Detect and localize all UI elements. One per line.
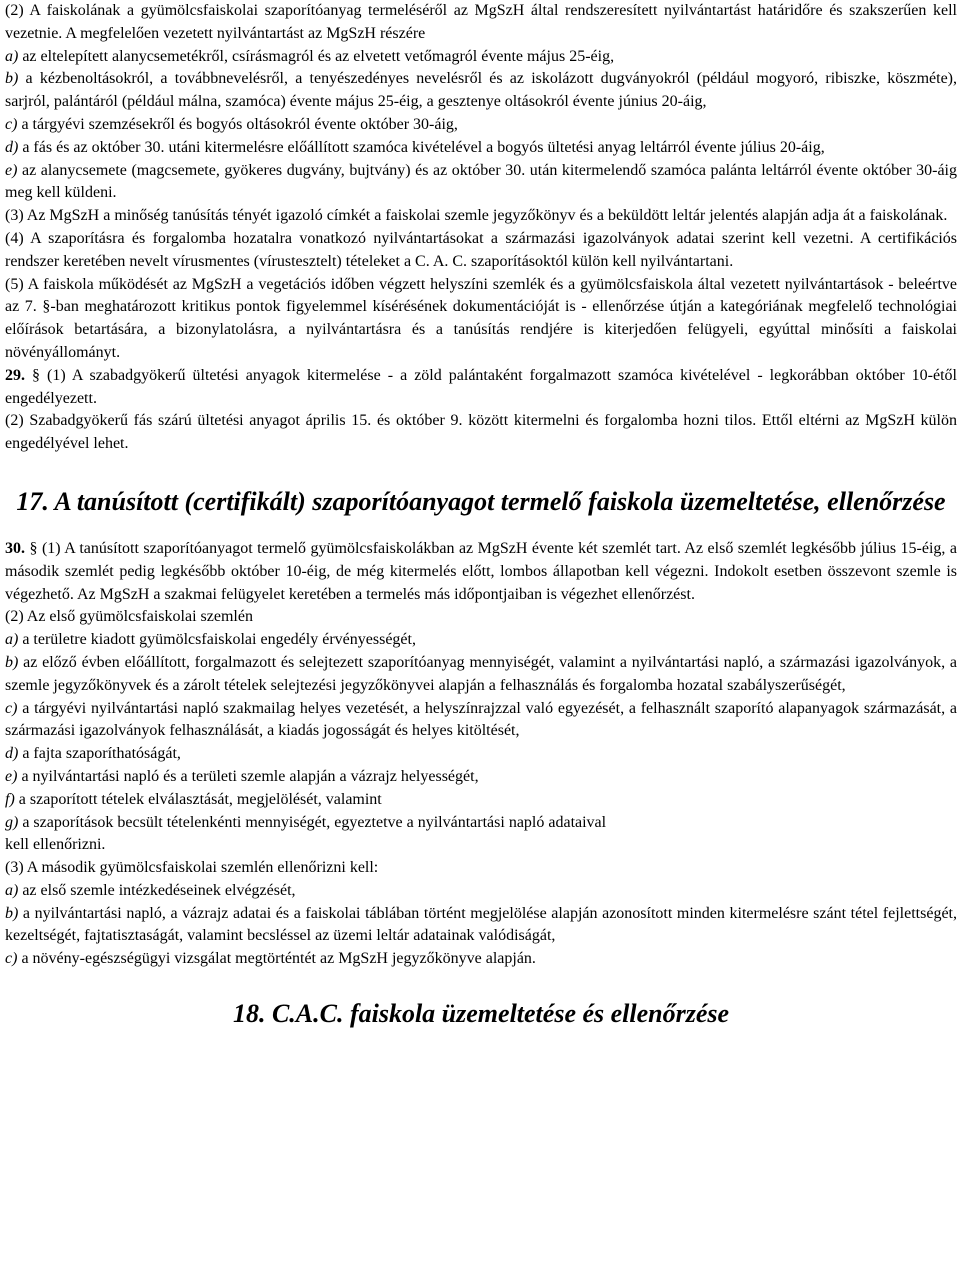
list-item-c: c) a növény-egészségügyi vizsgálat megtörténtét az MgSzH jegyzőkönyve alapján. [5,950,536,968]
paragraph-3: (3) Az MgSzH a minőség tanúsítás tényét igazoló címkét a faiskolai szemle jegyzőkönyv és a beküldött leltár jelentés alapján adja át a faiskolának. [5,207,948,225]
paragraph-2: (2) A faiskolának a gyümölcsfaiskolai szaporítóanyag termeléséről az MgSzH által rendszeresített nyilvántartást határidőre és szakszerűen kell vezetnie. A megfelelően vezetett nyilvántartást az MgSzH részére [5,2,957,42]
section-30-paragraph-1: 30. § (1) A tanúsított szaporítóanyagot termelő gyümölcsfaiskolákban az MgSzH évente két szemlét tart. Az első szemlét legkésőbb július 15-éig, a második szemlét pedig legkésőbb október 10-éig, de még kitermelés előtt, lombos állapotban kell végezni. Indokolt esetben összevont szemle is végezhető. Az MgSzH a szakmai felügyelet keretében a termelés más időpontjaiban is végezhet ellenőrzést. [5,539,957,603]
list-item-g: g) a szaporítások becsült tételenkénti mennyiségét, egyeztetve a nyilvántartási napló adataival [5,813,607,831]
list-item-e: e) az alanycsemete (magcsemete, gyökeres dugvány, bujtvány) és az október 30. után kitermelendő szamóca palánta leltárról évente október 30-áig meg kell küldeni. [5,161,957,202]
list-item-f: f) a szaporított tételek elválasztását, megjelölését, valamint [5,790,382,808]
paragraph-5: (5) A faiskola működését az MgSzH a vegetációs időben végzett helyszíni szemlék és a gyümölcsfaiskola által vezetett nyilvántartások - beleértve az 7. §-ban meghatározott kritikus pontok figyelemmel kísérésének dokumentációját is - ellenőrzése útján a kategóriának megfelelő technológiai előírások betartására, a bizonylatolásra, a nyilvántartásra és a tanúsítás rendjére is kiterjedően felügyeli, egyúttal minősíti a faiskolai növényállományt. [5,275,957,361]
section-30-paragraph-3-intro: (3) A második gyümölcsfaiskolai szemlén ellenőrizni kell: [5,859,379,877]
list-item-b: b) az előző évben előállított, forgalmazott és selejtezett szaporítóanyag mennyiségét, valamint a nyilvántartási napló, a származási igazolványok, a szemle jegyzőkönyvek és a zárolt tételek selejtezési jegyzőkönyvei alapján a felhasználás és forgalomba hozatal szabályszerűségét, [5,653,957,694]
list-item-b: b) a kézbenoltásokról, a továbbnevelésről, a tenyészedényes nevelésről és az iskolázott dugványokról (például mogyoró, ribiszke, köszméte), sarjról, palántáról (például málna, szamóca) évente május 25-éig, a gesztenye oltásokról évente június 20-áig, [5,70,957,111]
list-item-c: c) a tárgyévi szemzésekről és bogyós oltásokról évente október 30-áig, [5,115,458,133]
list-item-e: e) a nyilvántartási napló és a területi szemle alapján a vázrajz helyességét, [5,767,479,785]
section-17-body [5,538,957,971]
section-30-paragraph-2-intro: (2) Az első gyümölcsfaiskolai szemlén [5,608,253,626]
chapter-18-heading: 18. C.A.C. faiskola üzemeltetése és ellenőrzése [232,999,730,1029]
list-item-c: c) a tárgyévi nyilvántartási napló szakmailag helyes vezetését, a helyszínrajzzal való egyezését, a felhasznált szaporító alapanyagok származását, a származási igazolványok felhasználását, a kiadás jogosságát és helyes kitöltését, [5,699,957,740]
section-29-paragraph-1: 29. § (1) A szabadgyökerű ültetési anyagok kitermelése - a zöld palántaként forgalmazott szamóca kivételével - legkorábban október 10-étől engedélyezett. [5,366,957,407]
list-item-a: a) a területre kiadott gyümölcsfaiskolai engedély érvényességét, [5,631,416,649]
section-29-paragraph-2: (2) Szabadgyökerű fás szárú ültetési anyagot április 15. és október 9. között kitermelni és forgalomba hozni tilos. Ettől eltérni az MgSzH külön engedélyével lehet. [5,412,957,453]
list-item-d: d) a fajta szaporíthatóságát, [5,745,181,763]
list-item-d: d) a fás és az október 30. utáni kitermelésre előállított szamóca kivételével a bogyós ültetési anyag leltárról évente július 20-áig, [5,138,825,156]
list-item-a: a) az eltelepített alanycsemetékről, csírásmagról és az elvetett vetőmagról évente május 25-éig, [5,47,615,65]
list-item-b: b) a nyilvántartási napló, a vázrajz adatai és a faiskolai táblában történt megjelölése alapján azonosított minden kitermelésre szánt tétel fejlettségét, kezeltségét, fajtatisztaságát, valamint becsléssel az üzemi leltár adatainak valódiságát, [5,904,957,945]
paragraph-4: (4) A szaporításra és forgalomba hozatalra vonatkozó nyilvántartásokat a származási igazolványok adatai szerint kell vezetni. A certifikációs rendszer keretében nevelt vírusmentes (vírustesztelt) tételeket a C. A. C. szaporításoktól külön kell nyilvántartani. [5,229,957,270]
chapter-17-heading: 17. A tanúsított (certifikált) szaporítóanyagot termelő faiskola üzemeltetése, ellenőrzése [16,486,946,516]
list-closing: kell ellenőrizni. [5,836,106,854]
list-item-a: a) az első szemle intézkedéseinek elvégzését, [5,881,296,899]
section-16-continuation [5,0,957,456]
